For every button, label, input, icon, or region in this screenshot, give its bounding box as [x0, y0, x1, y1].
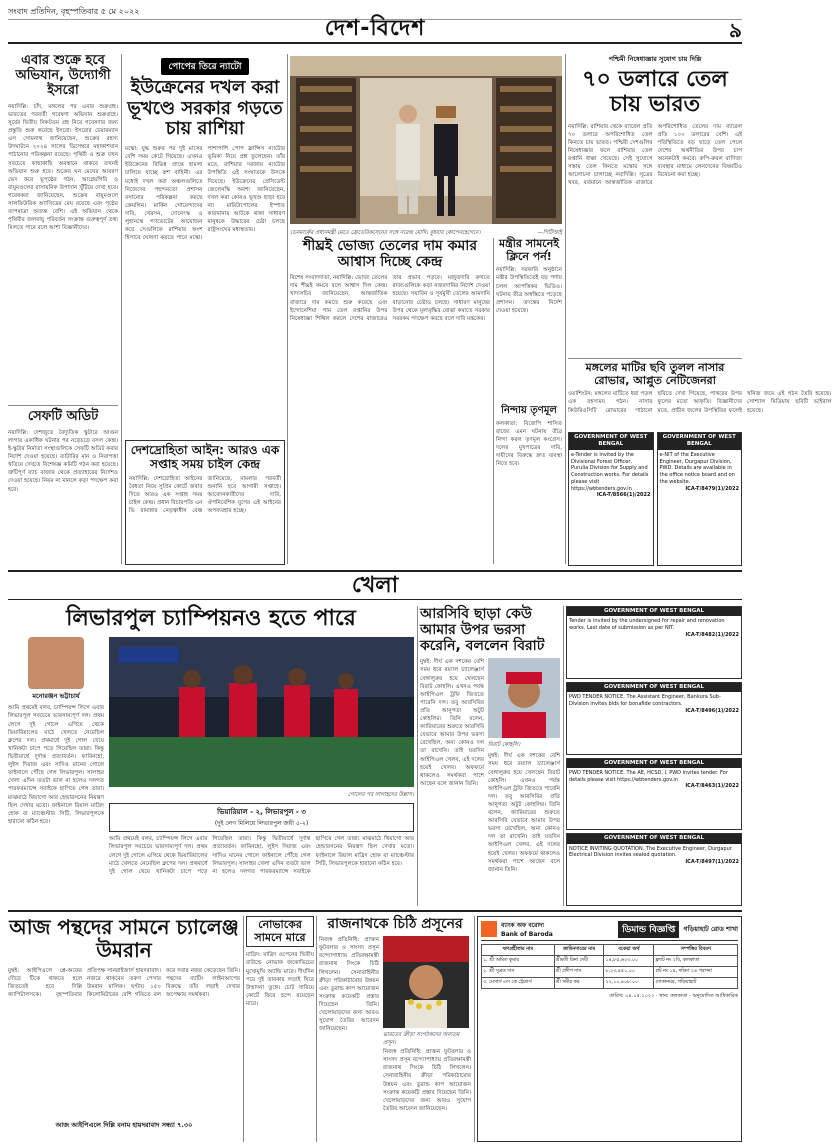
minister-story — [496, 238, 562, 564]
table-row: ১. শ্রী অমিত কুমার শ্রীমতী রিনা দেবী ১৪,৮৫,৬২৩.০০ ফ্ল্যাট নং ২বি, কলকাতা — [482, 956, 738, 967]
column-rule — [121, 54, 122, 564]
umran-story — [8, 916, 240, 1142]
edible-oil-story — [290, 238, 490, 564]
column-rule — [243, 916, 244, 1142]
divider — [8, 405, 118, 406]
sedition-box — [125, 440, 285, 565]
umran-footer: আজ আইপিএলে দিল্লি বনাম হায়দরাবাদ সন্ধ্যা ৭.৩০ — [55, 1121, 193, 1129]
table-header: জামিনদারের নাম — [554, 945, 604, 956]
tender-notice: GOVERNMENT OF WEST BENGAL PWD TENDER NOTICE. The Assistant Engineer, Bankura Sub-Division invites bids for bonafide contractors. ICA-T/8496(1)/2022 — [566, 682, 742, 755]
mars-headline: মঙ্গলের মাটির ছবি তুলল নাসার রোভার, আপ্লুত নেটিজেনরা — [585, 361, 725, 387]
crude-oil-story — [568, 54, 742, 354]
sedition-headline: দেশদ্রোহিতা আইন: আরও এক সপ্তাহ সময় চাইল কেন্দ্র — [130, 443, 280, 471]
safety-audit-body: নয়াদিল্লি: দেশজুড়ে বৈদ্যুতিক স্কুটারে আগুন লাগার একাধিক ঘটনার পর নড়েচড়ে বসল কেন্দ্র। ই-স্কুটার নির্মাতা সংস্থাগুলিকে সেফটি অডিট করার নির্দেশ দেওয়া হয়েছে। ব্যাটারির মান ও নিরাপত্তা খতিয়ে দেখতে বিশেষজ্ঞ কমিটি গঠন করা হয়েছে। ত্রুটিপূর্ণ ব্যাচ বাজার থেকে প্রত্যাহারের নির্দেশও দেওয়া হয়েছে। নিয়ম না মানলে কড়া পদক্ষেপ করা হবে। — [8, 429, 118, 493]
table-header: সম্পত্তির বিবরণ — [654, 945, 738, 956]
russia-body: মস্কো: যুদ্ধ শুরুর পর দুই মাসের বেশি সময় কেটে গিয়েছে। এখনও ইউক্রেনের বিভিন্ন প্রান্তে হামলা চালিয়ে যাচ্ছে রুশ বাহিনী। এর মধ্যেই দখল করা অঞ্চলগুলিতে নিজেদের পছন্দমতো প্রশাসন বসানোর পরিকল্পনা করছে ক্রেমলিন। মার্কিন গোয়েন্দাদের দাবি, খেরসন, দোনেৎস্ক ও লুহানস্কে গণভোটের আয়োজন করে সেগুলিকে রাশিয়ার অংশ হিসাবে ঘোষণা করতে পারে মস্কো। পাশাপাশি পোপ ফ্রান্সিস ন্যাটোর ভূমিকা নিয়ে প্রশ্ন তুলেছেন। তাঁর মতে, রাশিয়ার দরজায় ন্যাটোর উপস্থিতি এই সংঘাতকে উসকে দিয়েছে। ইউক্রেনের প্রেসিডেন্ট জেলেনস্কি অবশ্য জানিয়েছেন, দখল করা কোনও ভূখণ্ড ছাড়া হবে না। মারিউপোলের ইস্পাত কারখানায় আটকে থাকা সাধারণ মানুষকে উদ্ধারের চেষ্টা চলছে রাষ্ট্রসংঘের মধ্যস্থতায়। — [125, 146, 285, 242]
novak-headline: নোভাকের সামনে মারে — [246, 916, 314, 947]
column-rule — [493, 238, 494, 564]
bank-of-baroda-ad — [477, 916, 742, 1142]
author-name: মনোরঞ্জন ভট্টাচার্য — [32, 692, 80, 701]
demand-notice-title: ডিমান্ড বিজ্ঞপ্তি — [618, 921, 679, 938]
date-line: সংবাদ প্রতিদিন, বৃহস্পতিবার ৫ মে ২০২২ — [8, 7, 140, 16]
left-column — [8, 54, 118, 564]
tender-notice: GOVERNMENT OF WEST BENGAL e-NIT of the Executive Engineer, Durgapur Division, PWD. Details are available in the office notice board and on the website. ICA-T/8479(1)/2022 — [657, 432, 743, 566]
column-rule — [417, 606, 418, 906]
score-box — [109, 803, 414, 832]
modi-caption: ডেনমার্কের প্রধানমন্ত্রী মেতে ফ্রেডেরিকসেনের সঙ্গে নরেন্দ্র মোদি। বুধবার কোপেনহেগেনে। — [290, 230, 481, 236]
divider — [568, 358, 742, 359]
prasun-body-cont: নিজস্ব প্রতিনিধি: প্রাক্তন ফুটবলার ও সাংসদ প্রসূন বন্দ্যোপাধ্যায় প্রতিরক্ষামন্ত্রী রাজনাথ সিংকে চিঠি লিখলেন। সেনাবাহিনীর ক্রীড়া পরিকাঠামোর উন্নয়ন এবং ডুরান্ড কাপ আয়োজন সংক্রান্ত কয়েকটি প্রস্তাব দিয়েছেন তিনি। খেলোয়াড়দের জন্য আরও সুযোগ তৈরির আবেদন জানিয়েছেন। — [383, 1049, 471, 1112]
sedition-body: নয়াদিল্লি: দেশদ্রোহিতা আইনের বৈধতা নিয়ে সুপ্রিম কোর্টে জবাব দিতে আরও এক সপ্তাহ সময় চাইল কেন্দ্র। প্রধান বিচারপতি এন ভি রামান্নার নেতৃত্বাধীন বেঞ্চ জানিয়েছে, মামলার পরবর্তী শুনানি হবে আগামী সপ্তাহে। আবেদনকারীদের দাবি, ঔপনিবেশিক যুগের এই আইনের অপব্যবহার হচ্ছে। — [129, 475, 281, 515]
author-avatar — [28, 637, 84, 689]
column-rule — [563, 606, 564, 906]
tender-grid-top — [568, 432, 742, 566]
crude-headline: ৭০ ডলারে তেল চায় ভারত — [582, 67, 728, 118]
kohli-body: মুম্বই: দীর্ঘ এক দশকের বেশি সময় ধরে রয়্যাল চ্যালেঞ্জার্স বেঙ্গালুরুর হয়ে খেলছেন বিরাট কোহলি। এখনও পর্যন্ত আইপিএল ট্রফি জিততে পারেনি দল। তবু আরসিবির প্রতি আনুগত্য অটুট কোহলির। তিনি বলেন, ক্যারিয়ারের শুরুতে আরসিবি যেভাবে আমার উপর ভরসা রেখেছিল, অন্য কোনও দল তা রাখেনি। তাই যতদিন আইপিএল খেলব, এই দলের হয়েই খেলব। অফফর্মে থাকলেও সমর্থকরা পাশে আছেন বলে জানান তিনি। — [420, 659, 484, 787]
column-rule — [316, 916, 317, 1142]
kohli-story — [420, 606, 560, 906]
prasun-photo — [383, 936, 469, 1028]
mars-body: ওয়াশিংটন: মঙ্গলের মাটিতে ধরা পড়ল এক রহস্যময় গঠন। নাসার কিউরিওসিটি রোভারের পাঠানো ছবিতে দেখা গিয়েছে, পাথরের উপর ফুলের মতো আকৃতি। বিজ্ঞানীদের মতে, প্রাচীন জলের উপস্থিতির ফলেই খনিজ জমে এই গঠন তৈরি হয়েছে। সোশ্যাল মিডিয়ায় ছবিটি ভাইরাল হয়েছে। — [568, 391, 832, 414]
bank-logo-icon — [481, 921, 497, 937]
minister-headline: মন্ত্রীর সামনেই ক্লিনে পর্ন! — [498, 237, 560, 263]
liverpool-photo — [109, 637, 414, 787]
sports-section-title: খেলা — [351, 573, 399, 598]
kohli-headline: আরসিবি ছাড়া কেউ আমার উপর ভরসা করেনি, বললেন বিরাট — [420, 606, 545, 655]
library-photo — [290, 56, 562, 224]
modi-photo — [290, 56, 562, 234]
modi-credit: —পিটিআই — [537, 230, 562, 236]
column-rule — [565, 54, 566, 564]
bank-notice-table — [481, 944, 738, 989]
liverpool-story — [8, 606, 414, 906]
kohli-photo — [488, 658, 560, 738]
liverpool-body: আমি প্রথমেই বলব, চ্যাম্পিয়ন্স লিগে এবার লিভারপুল সবচেয়ে ভারসাম্যপূর্ণ দল। প্রথম লেগে দুই গোলে এগিয়ে থেকে ভিয়ারিয়ালের মাঠে খেলতে নেমেছিল ক্লপের দল। প্রথমার্ধে দুই গোল খেয়ে খানিকটা চাপে পড়ে গিয়েছিল তারা। কিন্তু দ্বিতীয়ার্ধে দুর্দান্ত প্রত্যাবর্তন। ফাবিনহো, লুইস দিয়াজ এবং সাদিও মানের গোলে ফাইনালে পৌঁছে গেল লিভারপুল। সালাহর খেলা এদিন ততটা ভাল না হলেও দলগত পারফরম্যান্সে সবাইকে ছাপিয়ে গেল তারা। মাঝমাঠে থিয়াগো আর হেন্ডারসনের নিয়ন্ত্রণ ছিল দেখার মতো। ফাইনালে রিয়াল মাদ্রিদ হোক বা ম্যাঞ্চেস্টার সিটি, লিভারপুলকে হারানো কঠিন হবে। — [8, 705, 104, 825]
umran-body: মুম্বই: আইপিএলে প্লে-অফের দৌড়ে টিকে থাকতে হলে জিততেই হবে দিল্লি ক্যাপিটালসকে। বৃহস্পতিবার প্রতিপক্ষ সানরাইজার্স হায়দরাবাদ। নজরে থাকবেন তরুণ পেসার উমরান মালিক। ঘণ্টায় ১৫০ কিলোমিটারের বেশি গতিতে বল করে সবার নজর কেড়েছেন তিনি। পন্থদের ব্যাটিং লাইনআপের বিরুদ্ধে তাঁর লড়াই দেখার অপেক্ষায় সমর্থকরা। — [8, 968, 240, 999]
table-header: ঋণগ্রহীতার নাম — [482, 945, 555, 956]
kohli-caption: বিরাট কোহলি। — [488, 742, 521, 749]
masthead — [8, 14, 742, 44]
prasun-caption: ভারতের ক্রীড়া সংগঠকদের অন্যতম প্রসূন। — [383, 1032, 460, 1047]
score-line: ভিয়ারিয়াল - ২, লিভারপুল - ৩ — [217, 808, 306, 817]
kohli-body-cont: মুম্বই: দীর্ঘ এক দশকের বেশি সময় ধরে রয়্যাল চ্যালেঞ্জার্স বেঙ্গালুরুর হয়ে খেলছেন বিরাট কোহলি। এখনও পর্যন্ত আইপিএল ট্রফি জিততে পারেনি দল। তবু আরসিবির প্রতি আনুগত্য অটুট কোহলির। তিনি বলেন, ক্যারিয়ারের শুরুতে আরসিবি যেভাবে আমার উপর ভরসা রেখেছিল, অন্য কোনও দল তা রাখেনি। তাই যতদিন আইপিএল খেলব, এই দলের হয়েই খেলব। অফফর্মে থাকলেও সমর্থকরা পাশে আছেন বলে জানান তিনি। — [488, 753, 560, 873]
table-header: বকেয়া অর্থ — [604, 945, 654, 956]
tender-notice: GOVERNMENT OF WEST BENGAL PWD TENDER NOTICE. The AE, HCSD, I, PWD invites tender. For details please visit https://wbtenders.gov.in ICA-T/8463(1)/2022 — [566, 758, 742, 831]
bank-name: Bank of Baroda — [501, 931, 553, 938]
isro-body: নয়াদিল্লি: চাঁদ, মঙ্গলের পর এবার শুক্রগ্রহ। ভারতের পরবর্তী গবেষণা অভিযান শুক্রগ্রহে। সূর্যের দ্বিতীয় নিকটতম গ্রহ নিয়ে গবেষণার জন্য প্রস্তুতি শুরু করেছে ইসরো। ইসরোর চেয়ারম্যান এস সোমনাথ জানিয়েছেন, শুক্রের রহস্য উদঘাটনে ২০২৪ সালের ডিসেম্বরে মহাকাশযান পাঠানোর পরিকল্পনা রয়েছে। পৃথিবী ও শুক্র যখন সবচেয়ে কাছাকাছি অবস্থানে থাকবে তখনই অভিযান শুরু হবে। শুক্রের ঘন মেঘের আবরণ ভেদ করে ভূপৃষ্ঠের গঠন, আগ্নেয়গিরি ও বায়ুমণ্ডলের রাসায়নিক উপাদান খুঁটিয়ে দেখা হবে। গবেষকরা জানিয়েছেন, শুক্রের বায়ুমণ্ডলে সালফিউরিক অ্যাসিডের মেঘ রয়েছে এবং পৃষ্ঠের তাপমাত্রা অত্যন্ত বেশি। এই অভিযান থেকে পৃথিবীর জলবায়ু পরিবর্তন সংক্রান্ত গুরুত্বপূর্ণ তথ্য মিলতে পারে বলে আশা বিজ্ঞানীদের। — [8, 103, 118, 232]
russia-headline: ইউক্রেনের দখল করা ভূখণ্ডে সরকার গড়তে চায় রাশিয়া — [127, 77, 283, 140]
tender-notice: GOVERNMENT OF WEST BENGAL NOTICE INVITING QUOTATION. The Executive Engineer, Durgapur Electrical Division invites sealed quotation. ICA-T/8497(1)/2022 — [566, 833, 742, 906]
column-rule — [474, 916, 475, 1142]
bank-name-bn: ব্যাংক অফ বরোদা — [501, 922, 545, 929]
crude-body: নয়াদিল্লি: রাশিয়ার থেকে ব্যারেল প্রতি ৭০ ডলারে অপরিশোধিত তেল কিনতে চায় ভারত। পশ্চিমী দেশগুলির নিষেধাজ্ঞার ফলে রাশিয়ার তেল রপ্তানি ধাক্কা খেয়েছে। সেই সুযোগে সস্তায় তেল কিনতে মস্কোর সঙ্গে আলোচনা চালাচ্ছে নয়াদিল্লি। সূত্রের খবর, বর্তমানে আন্তর্জাতিক বাজারে অপরিশোধিত তেলের দাম ব্যারেল প্রতি ১০০ ডলারের বেশি। এই পরিস্থিতিতে বড় ছাড়ে তেল পেলে দেশের অর্থনীতির উপর চাপ অনেকটাই কমবে। রুপি-রুবল বাণিজ্য ব্যবস্থার মাধ্যমে লেনদেনের বিষয়টিও বিবেচনা করা হচ্ছে। — [568, 123, 742, 187]
russia-kicker: পোপের তিরে ন্যাটো — [161, 58, 250, 75]
minister-body: নয়াদিল্লি: সরকারি অনুষ্ঠানে মন্ত্রীর উপস্থিতিতেই বড় পর্দায় চলল আপত্তিকর ভিডিও। ঘটনায় তীব্র অস্বস্তিতে পড়েছে প্রশাসন। তদন্তের নির্দেশ দেওয়া হয়েছে। — [496, 267, 562, 314]
page-number: ৯ — [729, 18, 742, 42]
tmc-headline: নিন্দায় তৃণমূল — [501, 405, 557, 417]
mars-story — [568, 358, 832, 428]
prasun-body: নিজস্ব প্রতিনিধি: প্রাক্তন ফুটবলার ও সাংসদ প্রসূন বন্দ্যোপাধ্যায় প্রতিরক্ষামন্ত্রী রাজনাথ সিংকে চিঠি লিখলেন। সেনাবাহিনীর ক্রীড়া পরিকাঠামোর উন্নয়ন এবং ডুরান্ড কাপ আয়োজন সংক্রান্ত কয়েকটি প্রস্তাব দিয়েছেন তিনি। খেলোয়াড়দের জন্য আরও সুযোগ তৈরির আবেদন জানিয়েছেন। — [319, 937, 379, 1033]
crude-kicker: পশ্চিমী নিষেধাজ্ঞার সুযোগ চায় দিল্লি — [608, 55, 702, 63]
liverpool-body-cont: আমি প্রথমেই বলব, চ্যাম্পিয়ন্স লিগে এবার লিভারপুল সবচেয়ে ভারসাম্যপূর্ণ দল। প্রথম লেগে দুই গোলে এগিয়ে থেকে ভিয়ারিয়ালের মাঠে খেলতে নেমেছিল ক্লপের দল। প্রথমার্ধে দুই গোল খেয়ে খানিকটা চাপে পড়ে গিয়েছিল তারা। কিন্তু দ্বিতীয়ার্ধে দুর্দান্ত প্রত্যাবর্তন। ফাবিনহো, লুইস দিয়াজ এবং সাদিও মানের গোলে ফাইনালে পৌঁছে গেল লিভারপুল। সালাহর খেলা এদিন ততটা ভাল না হলেও দলগত পারফরম্যান্সে সবাইকে ছাপিয়ে গেল তারা। মাঝমাঠে থিয়াগো আর হেন্ডারসনের নিয়ন্ত্রণ ছিল দেখার মতো। ফাইনালে রিয়াল মাদ্রিদ হোক বা ম্যাঞ্চেস্টার সিটি, লিভারপুলকে হারানো কঠিন হবে। — [109, 836, 414, 875]
column-rule — [287, 54, 288, 564]
author-box — [8, 637, 104, 917]
edible-oil-body: বিশেষ সংবাদদাতা, নয়াদিল্লি: ভোজ্য তেলের দাম শীঘ্রই কমবে বলে আশ্বাস দিল কেন্দ্র। খাদ্যসচিব জানিয়েছেন, আন্তর্জাতিক বাজারে দাম কমতে শুরু করেছে এবং ইন্দোনেশিয়া পাম তেল রপ্তানির উপর নিষেধাজ্ঞা শিথিল করলে দেশের বাজারেও তার প্রভাব পড়বে। মজুতদারি রুখতে রাজ্যগুলিকে কড়া নজরদারির নির্দেশ দেওয়া হয়েছে। সয়াবিন ও সূর্যমুখী তেলের আমদানি বাড়ানোর চেষ্টাও চলছে। সাধারণ মানুষের উপর থেকে মূল্যবৃদ্ধির বোঝা কমাতে সরকার সবরকম পদক্ষেপ করছে বলে দাবি মন্ত্রকের। — [290, 275, 490, 322]
table-row: ২. শ্রী সুব্রত দাস শ্রী প্রদীপ দাস ৮,২৩,৪৫১.০০ প্লট নং ১৫, দক্ষিণ ২৪ পরগনা — [482, 967, 738, 978]
novak-story — [246, 916, 314, 1142]
liverpool-headline: লিভারপুল চ্যাম্পিয়নও হতে পারে — [66, 606, 356, 631]
sports-section-bar — [8, 570, 742, 600]
bank-footer: তারিখ: ০৪.০৫.২০২২ · স্থান: কলকাতা · অনুমোদিত আধিকারিক — [609, 993, 738, 999]
tmc-body: কলকাতা: বিজেপি শাসিত রাজ্যে এমন ঘটনায় তীব্র নিন্দা করল তৃণমূল কংগ্রেস। দলের মুখপাত্রের দাবি, দায়ীদের বিরুদ্ধে দ্রুত ব্যবস্থা নিতে হবে। — [496, 420, 562, 468]
novak-body: মাদ্রিদ: মাদ্রিদ ওপেনের দ্বিতীয় রাউন্ডে নোভাক জকোভিচের মুখোমুখি অ্যান্ডি মারে। দীর্ঘদিন পরে দুই তারকার লড়াই ঘিরে উন্মাদনা তুঙ্গে। চোট সারিয়ে কোর্টে ফিরে ছন্দে রয়েছেন মারে। — [246, 952, 314, 1007]
edible-oil-headline: শীঘ্রই ভোজ্য তেলের দাম কমার আশ্বাস দিচ্ছে কেন্দ্র — [302, 238, 478, 271]
safety-audit-headline: সেফটি অডিট — [27, 408, 99, 424]
russia-story — [125, 54, 285, 564]
bottom-divider — [8, 910, 742, 912]
tender-notice: GOVERNMENT OF WEST BENGAL e-Tender is invited by the Divisional Forest Officer, Purulia Division for Supply and Construction works. For details please visit https://wbtenders.gov.in ICA-T/8566(1)/2022 — [568, 432, 654, 566]
table-row: ৩. মেসার্স এস কে ট্রেডার্স শ্রী সমীর কর ২২,১০,৯০৮.০০ দোকানঘর, গড়িয়াহাট — [482, 978, 738, 989]
liverpool-photo-caption: গোলের পর সালাহদের উল্লাস। — [347, 792, 414, 799]
branch-name: গড়িয়াহাট রোড শাখা — [683, 924, 738, 933]
page-title: দেশ-বিদেশ — [324, 16, 426, 41]
prasun-headline: রাজনাথকে চিঠি প্রসূনের — [327, 916, 463, 932]
isro-headline: এবার শুক্রে হবে অভিযান, উদ্যোগী ইসরো — [15, 53, 111, 98]
tender-column — [566, 606, 742, 906]
umran-headline: আজ পন্থদের সামনে চ্যালেঞ্জ উমরান — [9, 915, 239, 962]
tender-notice: GOVERNMENT OF WEST BENGAL Tender is invited by the undersigned for repair and renovation works. Last date of submission as per NIT. ICA-T/8482(1)/2022 — [566, 606, 742, 679]
prasun-story — [319, 916, 471, 1142]
score-note: (দুই লেগ মিলিয়ে লিভারপুল জয়ী ৫-২) — [214, 820, 309, 828]
